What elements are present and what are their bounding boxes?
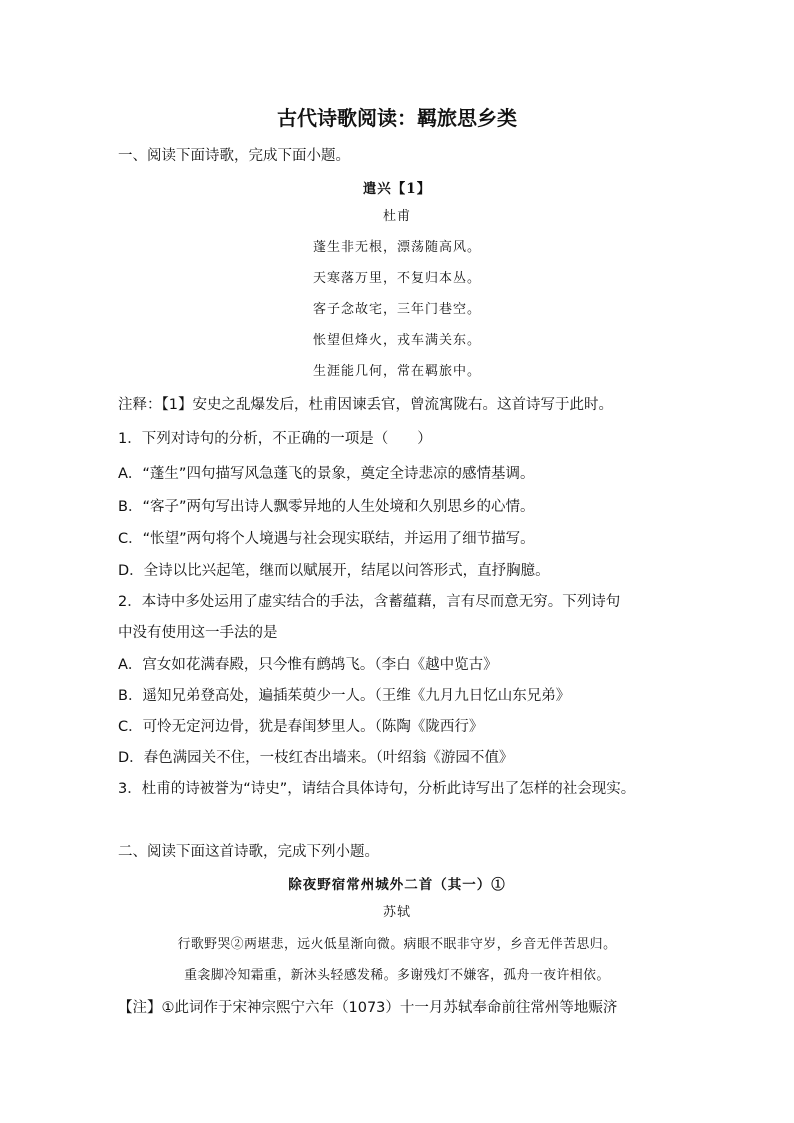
poem1-line: 生涯能几何，常在羁旅中。: [312, 364, 481, 379]
question-3: 3．杜甫的诗被誉为“诗史”，请结合具体诗句，分析此诗写出了怎样的社会现实。: [118, 781, 636, 797]
question-2-stem: 2．本诗中多处运用了虚实结合的手法，含蓄蕴藉，言有尽而意无穷。下列诗句: [118, 594, 621, 610]
question-1-option-c: C．“怅望”两句将个人境遇与社会现实联结，并运用了细节描写。: [118, 531, 535, 547]
poem1-note: 注释：【1】安史之乱爆发后，杜甫因谏丢官，曾流寓陇右。这首诗写于此时。: [118, 397, 613, 413]
question-1-option-a: A．“蓬生”四句描写风急蓬飞的景象，奠定全诗悲凉的感情基调。: [118, 466, 535, 482]
question-2-option-d: D．春色满园关不住，一枝红杏出墙来。（叶绍翁《游园不值》: [118, 750, 514, 766]
question-2-option-b: B．遥知兄弟登高处，遍插茱萸少一人。（王维《九月九日忆山东兄弟》: [118, 688, 571, 704]
poem2-title: 除夜野宿常州城外二首（其一）①: [288, 877, 506, 893]
section1-heading: 一、阅读下面诗歌，完成下面小题。: [118, 148, 350, 164]
poem1-line: 天寒落万里，不复归本丛。: [312, 271, 481, 286]
poem1-line: 蓬生非无根，漂荡随高风。: [312, 240, 481, 255]
section2-heading: 二、阅读下面这首诗歌，完成下列小题。: [118, 844, 379, 860]
page-title: 古代诗歌阅读：羁旅思乡类: [277, 106, 517, 130]
poem2-line: 重衾脚冷知霜重，新沐头轻感发稀。多谢残灯不嫌客，孤舟一夜许相依。: [184, 968, 610, 983]
poem2-author: 苏轼: [382, 905, 411, 920]
poem2-note: 【注】①此词作于宋神宗熙宁六年（1073）十一月苏轼奉命前往常州等地赈济: [118, 1000, 618, 1016]
question-1-option-d: D．全诗以比兴起笔，继而以赋展开，结尾以问答形式，直抒胸臆。: [118, 563, 550, 579]
poem1-line: 怅望但烽火，戎车满关东。: [312, 333, 481, 348]
question-2-option-a: A．宫女如花满春殿，只今惟有鹧鸪飞。（李白《越中览古》: [118, 657, 498, 673]
poem1-title: 遣兴【1】: [362, 181, 432, 197]
question-1-option-b: B．“客子”两句写出诗人飘零异地的人生处境和久别思乡的心情。: [118, 499, 535, 515]
poem1-line: 客子念故宅，三年门巷空。: [312, 302, 481, 317]
question-2-option-c: C．可怜无定河边骨，犹是春闺梦里人。（陈陶《陇西行》: [118, 719, 484, 735]
question-1-stem: 1．下列对诗句的分析，不正确的一项是（ ）: [118, 431, 432, 447]
poem2-line: 行歌野哭②两堪悲，远火低星渐向微。病眼不眠非守岁，乡音无伴苦思归。: [177, 937, 617, 952]
question-2-stem: 中没有使用这一手法的是: [118, 625, 278, 641]
poem1-author: 杜甫: [382, 209, 411, 224]
